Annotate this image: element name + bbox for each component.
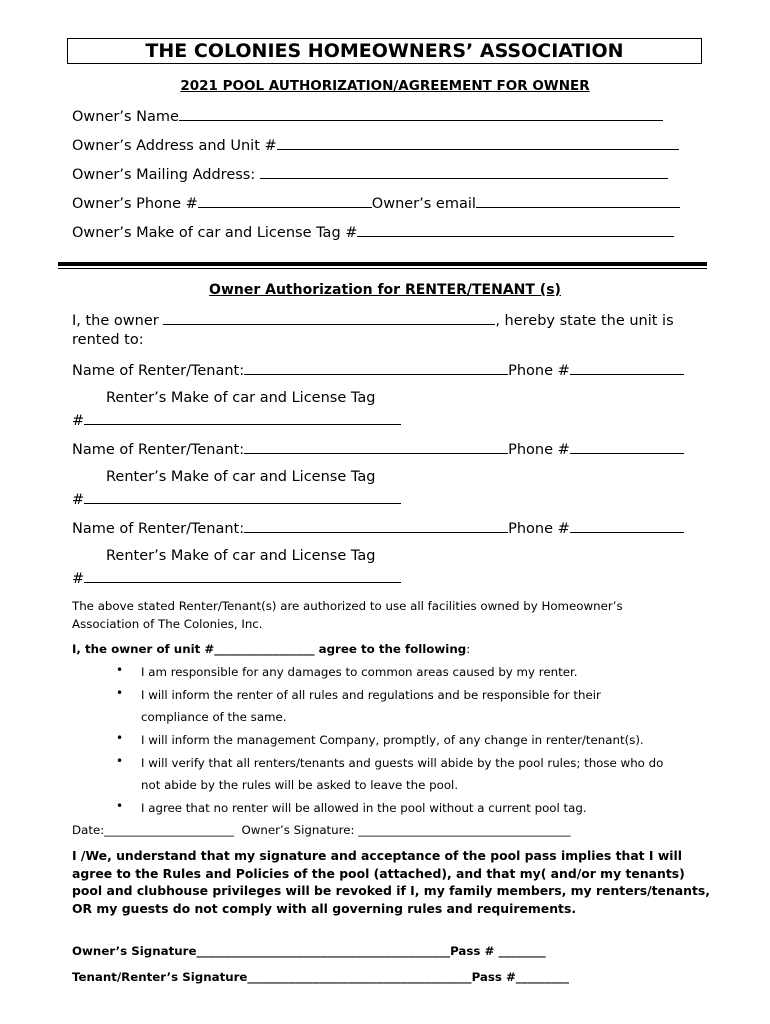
renter-intro-line[interactable] xyxy=(72,311,674,329)
bullet-item-4-cont: not abide by the rules will be asked to leave the pool. xyxy=(141,778,459,792)
renter-phone-label: Phone # xyxy=(508,521,570,537)
owner-phone-email-field[interactable] xyxy=(72,194,680,212)
bullet-item-4: I will verify that all renters/tenants and guests will abide by the pool rules; those who do xyxy=(141,756,664,770)
owner-email-label: Owner’s email xyxy=(371,196,476,212)
renter-car-hash: # xyxy=(72,413,85,429)
agree-colon: : xyxy=(466,642,471,656)
owner-signature-line-intro[interactable] xyxy=(163,311,495,325)
unit-number-blank[interactable]: _________________ xyxy=(214,642,315,656)
section-divider-thin xyxy=(58,268,707,269)
renter-section-heading: Owner Authorization for RENTER/TENANT (s) xyxy=(209,282,561,298)
acknowledgement-paragraph: I /We, understand that my signature and acceptance of the pool pass implies that I will agree to the Rules and Policies of the pool (attached), and that my( and/or my tenants) pool and clubhouse privileges will be revoked if I, my family members, my renters/tenants, OR my guests do not comply with all governing rules and requirements. xyxy=(72,848,710,916)
bullet-item-2-cont: compliance of the same. xyxy=(141,710,287,724)
owner-car-line[interactable] xyxy=(357,223,674,237)
renter-car-hash: # xyxy=(72,571,85,587)
bullet-dot: • xyxy=(116,686,124,700)
renter-name-line[interactable] xyxy=(244,440,508,454)
renter-intro-label: I, the owner xyxy=(72,313,159,329)
owner-address-line[interactable] xyxy=(277,136,679,150)
bullet-item-1: I am responsible for any damages to common areas caused by my renter. xyxy=(141,665,578,679)
agreement-intro xyxy=(72,642,470,656)
form-title: THE COLONIES HOMEOWNERS’ ASSOCIATION xyxy=(67,38,702,64)
renter-intro-label-2: , hereby state the unit is xyxy=(495,313,674,329)
bullet-item-5: I agree that no renter will be allowed in the pool without a current pool tag. xyxy=(141,801,587,815)
bullet-dot: • xyxy=(116,754,124,768)
authorization-text-2: Association of The Colonies, Inc. xyxy=(72,617,263,631)
renter-phone-label: Phone # xyxy=(508,442,570,458)
owner-car-field[interactable] xyxy=(72,223,674,241)
form-subtitle: 2021 POOL AUTHORIZATION/AGREEMENT FOR OWNER xyxy=(180,78,590,94)
owner-name-line[interactable] xyxy=(179,107,663,121)
owner-phone-label: Owner’s Phone # xyxy=(72,196,198,212)
renter-name-label: Name of Renter/Tenant: xyxy=(72,442,245,458)
section-divider xyxy=(58,262,707,266)
owner-address-label: Owner’s Address and Unit # xyxy=(72,138,277,154)
renter-car-field-3[interactable] xyxy=(72,569,401,587)
renter-car-hash: # xyxy=(72,492,85,508)
owner-phone-line[interactable] xyxy=(198,194,372,208)
renter-car-field-2[interactable] xyxy=(72,490,401,508)
renter-name-label: Name of Renter/Tenant: xyxy=(72,363,245,379)
renter-car-line[interactable] xyxy=(84,411,401,425)
owner-mailing-field[interactable] xyxy=(72,165,668,183)
bullet-item-3: I will inform the management Company, promptly, of any change in renter/tenant(s). xyxy=(141,733,644,747)
owner-car-label: Owner’s Make of car and License Tag # xyxy=(72,225,358,241)
owner-name-field[interactable] xyxy=(72,107,663,125)
renter-name-line[interactable] xyxy=(244,519,508,533)
bullet-dot: • xyxy=(116,731,124,745)
owner-mailing-label: Owner’s Mailing Address: xyxy=(72,167,256,183)
agree-label-a: I, the owner of unit # xyxy=(72,642,215,656)
renter-phone-line[interactable] xyxy=(570,440,684,454)
renter-car-line[interactable] xyxy=(84,490,401,504)
date-field[interactable] xyxy=(72,823,571,837)
bullet-dot: • xyxy=(116,663,124,677)
owner-mailing-line[interactable] xyxy=(260,165,668,179)
renter-name-field-3[interactable] xyxy=(72,519,684,537)
agree-label-b: agree to the following xyxy=(314,642,467,656)
renter-car-label-1: Renter’s Make of car and License Tag xyxy=(106,390,376,406)
renter-intro-cont: rented to: xyxy=(72,332,144,348)
renter-car-field-1[interactable] xyxy=(72,411,401,429)
owner-name-label: Owner’s Name xyxy=(72,109,179,125)
date-label[interactable]: Date:______________________ xyxy=(72,823,234,837)
renter-car-label-3: Renter’s Make of car and License Tag xyxy=(106,548,376,564)
renter-name-field-2[interactable] xyxy=(72,440,684,458)
bullet-dot: • xyxy=(116,799,124,813)
renter-name-field-1[interactable] xyxy=(72,361,684,379)
owner-email-line[interactable] xyxy=(476,194,680,208)
renter-phone-line[interactable] xyxy=(570,361,684,375)
renter-phone-label: Phone # xyxy=(508,363,570,379)
renter-name-label: Name of Renter/Tenant: xyxy=(72,521,245,537)
bullet-item-2: I will inform the renter of all rules and regulations and be responsible for their xyxy=(141,688,601,702)
tenant-signature-pass[interactable]: Tenant/Renter’s Signature______________________________________Pass #_________ xyxy=(72,970,569,984)
renter-car-label-2: Renter’s Make of car and License Tag xyxy=(106,469,376,485)
renter-name-line[interactable] xyxy=(244,361,508,375)
renter-phone-line[interactable] xyxy=(570,519,684,533)
renter-car-line[interactable] xyxy=(84,569,401,583)
owner-signature-pass[interactable]: Owner’s Signature___________________________________________Pass # ________ xyxy=(72,944,546,958)
owner-signature-label[interactable]: Owner’s Signature: ____________________________________ xyxy=(241,823,571,837)
owner-address-field[interactable] xyxy=(72,136,679,154)
authorization-text-1: The above stated Renter/Tenant(s) are authorized to use all facilities owned by Homeowner’s xyxy=(72,599,623,613)
